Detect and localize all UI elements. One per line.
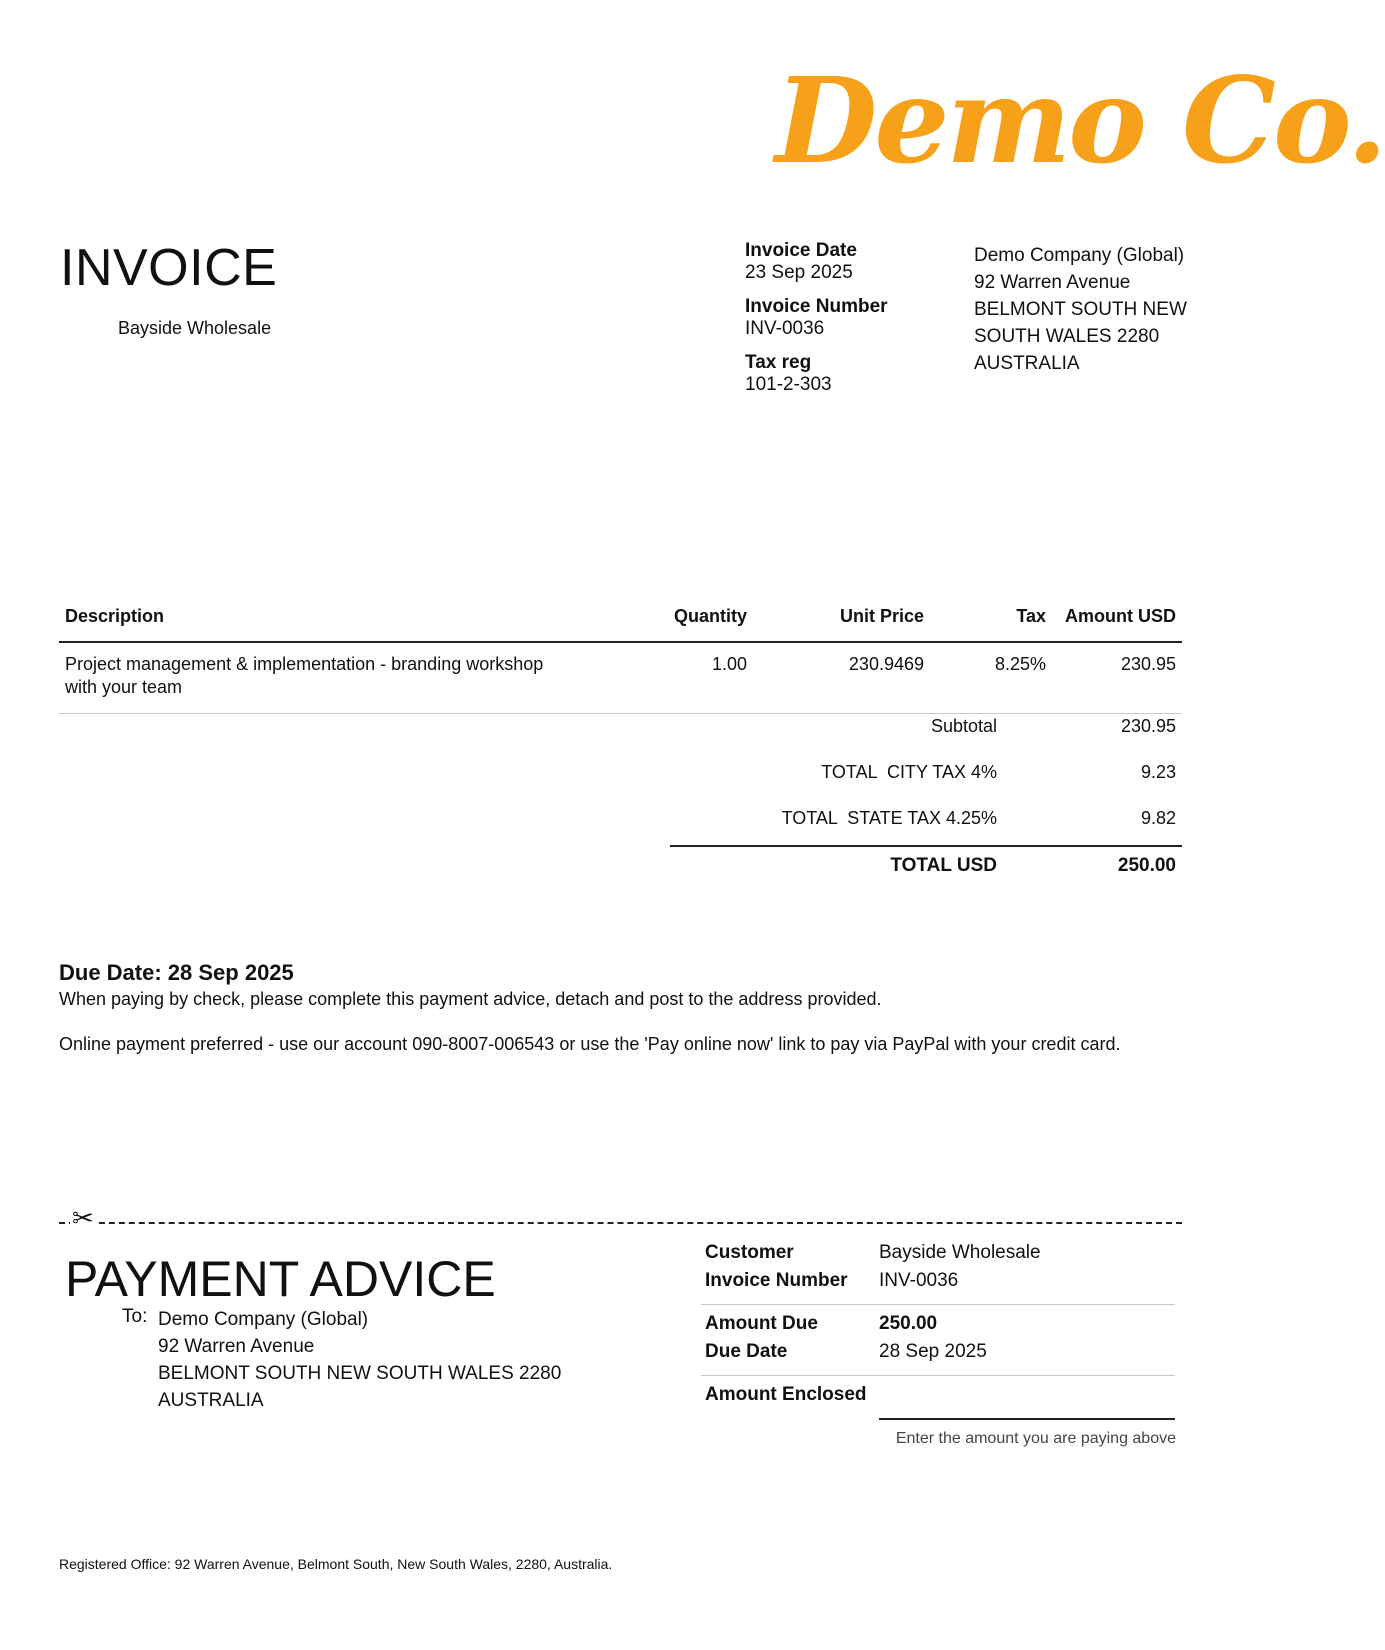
address-line: AUSTRALIA [974,353,1080,374]
tax-reg-value: 101-2-303 [745,374,832,395]
invoice-number-block [745,296,888,340]
invoice-date-block [745,240,888,284]
col-tax: Tax [930,602,1052,642]
payment-advice-title: PAYMENT ADVICE [65,1251,496,1307]
invoice-number-value: INV-0036 [745,318,825,339]
table-row [59,642,1182,714]
address-line: BELMONT SOUTH NEW SOUTH WALES 2280 [158,1363,562,1384]
tax-reg-block [745,352,888,396]
address-line: Demo Company (Global) [974,245,1185,266]
total-value: 250.00 [1117,855,1176,876]
address-line: 92 Warren Avenue [974,272,1131,293]
advice-amount-enclosed-row [705,1384,1175,1414]
divider [701,1375,1175,1376]
address-line: 92 Warren Avenue [158,1336,315,1357]
invoice-number-label: Invoice Number [745,296,888,317]
company-address [974,242,1187,377]
address-line: BELMONT SOUTH NEW [974,299,1187,320]
amount-enclosed-hint: Enter the amount you are paying above [895,1430,1176,1447]
advice-amount-due-row [705,1313,1175,1341]
advice-due-date-row [705,1341,1175,1369]
cell-amount: 230.95 [1052,642,1182,714]
col-unit-price: Unit Price [753,602,930,642]
due-date-value: 28 Sep 2025 [879,1341,987,1362]
col-quantity: Quantity [591,602,753,642]
invoice-date-label: Invoice Date [745,240,857,261]
table-header-row [59,602,1182,642]
amount-enclosed-field[interactable] [879,1384,1175,1420]
customer-value: Bayside Wholesale [879,1242,1041,1263]
line-items-table [59,602,1182,714]
bill-to-name: Bayside Wholesale [118,318,272,338]
payment-note-online: Online payment preferred - use our account 090-8007-006543 or use the 'Pay online now' link to pay via PayPal with your credit card. [59,1034,1121,1054]
page-title: INVOICE [60,239,278,297]
divider [701,1304,1175,1305]
cell-description: Project management & implementation - branding workshop with your team [59,642,591,714]
subtotal-label: Subtotal [930,716,997,736]
tax-reg-label: Tax reg [745,352,812,373]
cut-line [59,1222,1182,1224]
city-tax-value: 9.23 [1140,762,1176,782]
city-tax-label: TOTAL CITY TAX 4% [821,762,997,782]
registered-office: Registered Office: 92 Warren Avenue, Belmont South, New South Wales, 2280, Australia. [59,1556,613,1572]
cell-tax: 8.25% [930,642,1052,714]
amount-enclosed-label: Amount Enclosed [705,1384,867,1405]
advice-to-label: To: [122,1306,148,1327]
customer-label: Customer [705,1242,794,1263]
advice-invoice-row [705,1270,1175,1298]
col-amount: Amount USD [1052,602,1182,642]
state-tax-label: TOTAL STATE TAX 4.25% [781,808,997,828]
cell-quantity: 1.00 [591,642,753,714]
cell-unit-price: 230.9469 [753,642,930,714]
advice-summary [705,1242,1175,1448]
state-tax-value: 9.82 [1140,808,1176,828]
subtotal-value: 230.95 [1120,716,1176,736]
invoice-date-value: 23 Sep 2025 [745,262,853,283]
scissors-icon: ✂ [72,1203,94,1233]
address-line: SOUTH WALES 2280 [974,326,1160,347]
invoice-meta [745,240,888,396]
due-date-heading: Due Date: 28 Sep 2025 [59,960,294,985]
address-line: Demo Company (Global) [158,1309,369,1330]
amount-due-label: Amount Due [705,1313,818,1334]
invoice-number-label: Invoice Number [705,1270,848,1291]
payment-note-check: When paying by check, please complete this payment advice, detach and post to the address provided. [59,989,882,1009]
advice-to-address [158,1306,561,1414]
amount-due-value: 250.00 [879,1313,938,1334]
col-description: Description [59,602,591,642]
total-label: TOTAL USD [890,855,997,876]
due-date-label: Due Date [705,1341,788,1362]
invoice-number-value: INV-0036 [879,1270,959,1291]
total-divider [670,845,1182,847]
company-logo: Demo Co. [775,51,1385,190]
address-line: AUSTRALIA [158,1390,264,1411]
advice-customer-row [705,1242,1175,1270]
